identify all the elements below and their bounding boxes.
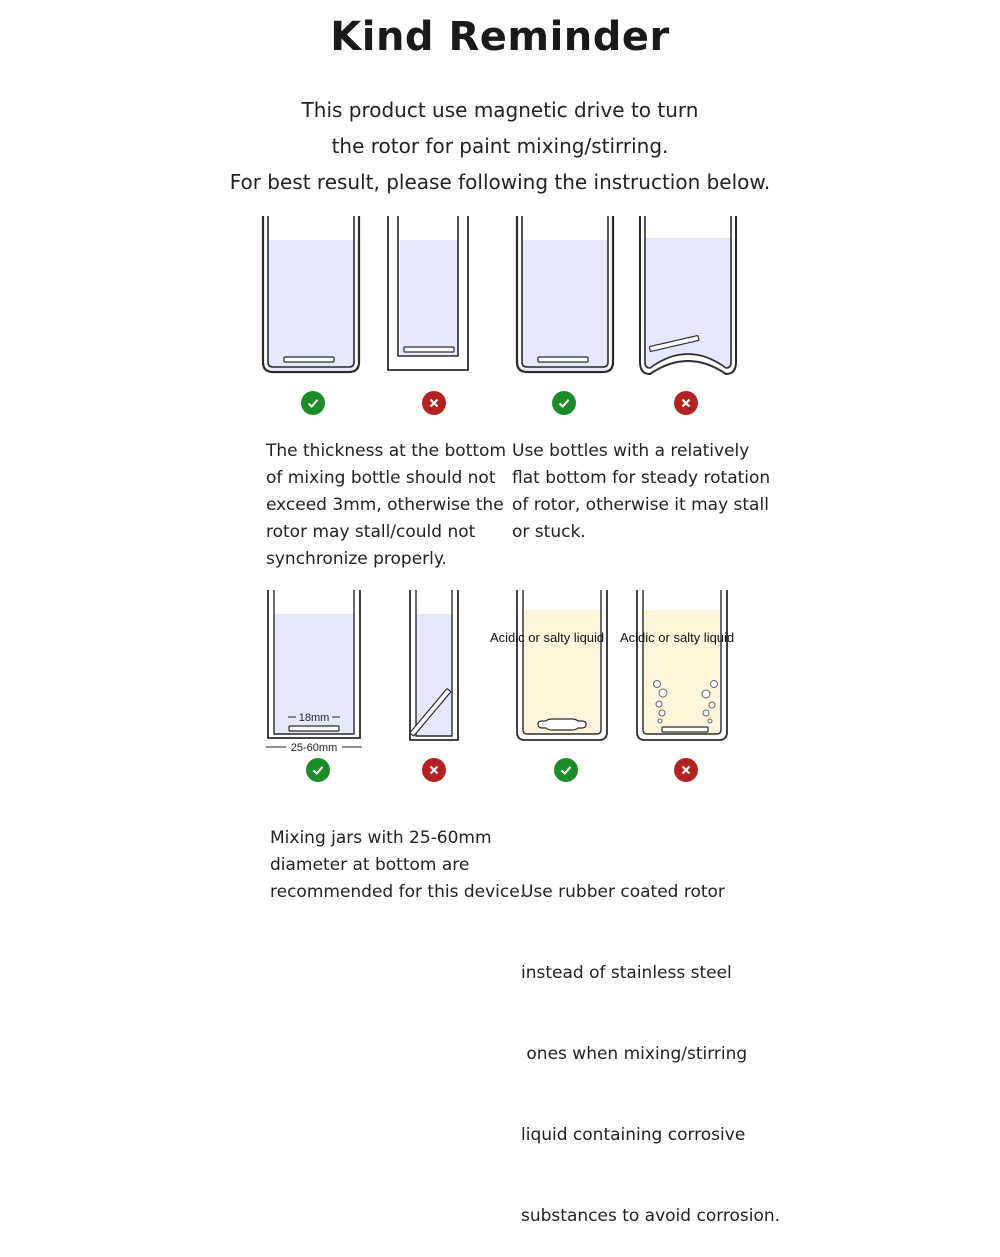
intro-line: the rotor for paint mixing/stirring. (331, 134, 669, 158)
caption-flat-bottom (512, 438, 770, 546)
caption-thickness (266, 438, 506, 573)
caption-line: or stuck. (512, 522, 586, 542)
caption-line: diameter at bottom are (270, 855, 470, 875)
caption-line: ones when mixing/stirring (521, 1044, 748, 1064)
domed-bottom-bottle (636, 212, 740, 380)
check-icon (311, 763, 325, 777)
caption-line: Use rubber coated rotor (521, 882, 725, 902)
caption-line: of rotor, otherwise it may stall (512, 495, 769, 515)
caption-line: rotor may stall/could not (266, 522, 476, 542)
caption-line: recommended for this device. (270, 882, 526, 902)
caption-line: flat bottom for steady rotation (512, 468, 771, 488)
caption-line: liquid containing corrosive (521, 1125, 746, 1145)
intro-line: This product use magnetic drive to turn (301, 98, 699, 122)
correct-mark (301, 391, 325, 415)
caption-rubber-rotor (521, 825, 780, 1257)
intro-text (0, 92, 1000, 200)
correct-mark (552, 391, 576, 415)
wrong-mark (422, 758, 446, 782)
cross-icon (427, 396, 441, 410)
acidic-liquid-label: Acidic or salty liquid (490, 630, 605, 645)
caption-line: substances to avoid corrosion. (521, 1206, 781, 1226)
caption-line: exceed 3mm, otherwise the (266, 495, 504, 515)
flat-bottom-bottle (512, 212, 618, 380)
diameter-bottle (262, 588, 366, 760)
rubber-rotor-bottle (512, 588, 612, 748)
thick-bottom-bottle (382, 212, 474, 380)
cross-icon (679, 763, 693, 777)
steel-rotor-bottle (632, 588, 732, 748)
caption-line: Use bottles with a relatively (512, 441, 750, 461)
thin-bottom-bottle (258, 212, 364, 380)
wrong-mark (674, 758, 698, 782)
intro-line: For best result, please following the instruction below. (229, 170, 771, 194)
caption-line: Mixing jars with 25-60mm (270, 828, 492, 848)
correct-mark (554, 758, 578, 782)
check-icon (557, 396, 571, 410)
acidic-liquid-label: Acidic or salty liquid (620, 630, 735, 645)
cross-icon (427, 763, 441, 777)
caption-line: synchronize properly. (266, 549, 447, 569)
bottom-diameter-label: 25-60mm (290, 742, 338, 754)
caption-line: of mixing bottle should not (266, 468, 496, 488)
narrow-bottle (404, 588, 464, 748)
check-icon (306, 396, 320, 410)
caption-diameter (270, 825, 525, 906)
wrong-mark (422, 391, 446, 415)
cross-icon (679, 396, 693, 410)
correct-mark (306, 758, 330, 782)
page-title: Kind Reminder (330, 14, 670, 60)
caption-line: instead of stainless steel (521, 963, 732, 983)
wrong-mark (674, 391, 698, 415)
rotor-size-label: 18mm (298, 712, 330, 724)
caption-line: The thickness at the bottom (266, 441, 507, 461)
check-icon (559, 763, 573, 777)
